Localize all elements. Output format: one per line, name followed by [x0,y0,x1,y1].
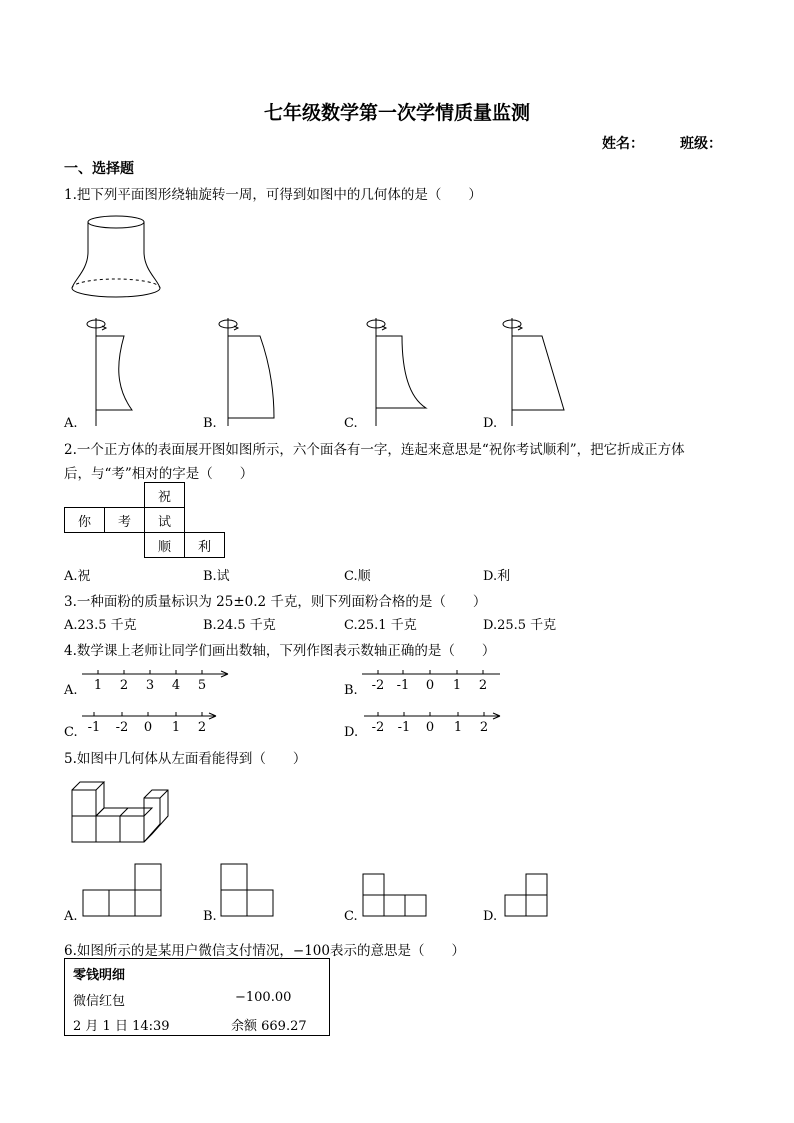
q5-option-d-view [504,872,552,918]
wechat-balance: 余额 669.27 [231,1019,307,1034]
wechat-payment-box [64,958,330,1036]
net-cell-zhu: 祝 [145,483,185,508]
class-label: 班级： [680,136,722,152]
q5-option-c: C. [344,909,358,924]
net-cell-kao: 考 [105,508,145,533]
q1-option-b-shape [214,314,284,426]
q5-option-b-view [220,862,276,918]
q2-option-a: A.祝 [64,569,91,584]
q1-option-c: C. [344,416,358,431]
q2-option-b: B.试 [203,569,230,584]
q5-option-b: B. [203,909,217,924]
q4-b-tick-3: 0 [425,678,435,693]
q4-axis-d [362,706,512,736]
wechat-item-amount: −100.00 [235,990,292,1005]
net-cell-shi: 试 [145,508,185,533]
q5-option-a: A. [64,909,78,924]
q4-d-tick-2: -1 [397,720,411,735]
q1-solid-figure [66,210,166,302]
q4-c-tick-2: -2 [115,720,129,735]
page-title: 七年级数学第一次学情质量监测 [263,102,530,124]
q4-a-tick-4: 4 [171,678,181,693]
q1-option-d: D. [483,416,498,431]
name-label: 姓名： [602,136,644,152]
q3-option-a: A.23.5 千克 [64,618,137,633]
q4-d-tick-5: 2 [479,720,489,735]
q4-b-tick-4: 1 [452,678,462,693]
q4-b-tick-5: 2 [478,678,488,693]
q1-option-a-shape [82,314,142,426]
net-cell-li: 利 [185,533,225,558]
section-heading: 一、选择题 [64,161,134,177]
q4-option-d: D. [344,725,359,740]
q4-axis-b [360,664,510,694]
q4-c-tick-5: 2 [197,720,207,735]
question-2-stem-line1: 2.一个正方体的表面展开图如图所示，六个面各有一字，连起来意思是“祝你考试顺利”，把它折成正方体 [64,442,685,458]
q4-c-tick-1: -1 [87,720,101,735]
q4-c-tick-3: 0 [143,720,153,735]
question-3-stem: 3.一种面粉的质量标识为 25±0.2 千克，则下列面粉合格的是（ ） [64,594,487,610]
q4-b-tick-2: -1 [396,678,410,693]
cube-net [64,482,225,558]
q3-option-c: C.25.1 千克 [344,618,417,633]
q1-option-d-shape [500,314,570,426]
question-5-stem: 5.如图中几何体从左面看能得到（ ） [64,751,307,767]
q1-option-c-shape [364,314,434,426]
question-6-stem: 6.如图所示的是某用户微信支付情况，−100表示的意思是（ ） [64,943,465,959]
q4-option-a: A. [64,683,78,698]
q4-axis-c [80,706,230,736]
q5-option-a-view [82,862,164,918]
q4-a-tick-1: 1 [93,678,103,693]
q1-option-a: A. [64,416,78,431]
q4-a-tick-2: 2 [119,678,129,693]
question-4-stem: 4.数学课上老师让同学们画出数轴，下列作图表示数轴正确的是（ ） [64,643,496,659]
question-1-stem: 1.把下列平面图形绕轴旋转一周，可得到如图中的几何体的是（ ） [64,187,482,203]
q2-option-c: C.顺 [344,569,371,584]
question-2-stem-line2: 后，与“考”相对的字是（ ） [64,466,254,482]
net-cell-ni: 你 [65,508,105,533]
wechat-box-heading: 零钱明细 [73,968,126,983]
q4-axis-a [80,664,240,694]
q4-a-tick-5: 5 [197,678,207,693]
q4-d-tick-4: 1 [453,720,463,735]
q5-option-c-view [362,872,432,918]
net-cell-shun: 顺 [145,533,185,558]
q4-d-tick-1: -2 [371,720,385,735]
q2-option-d: D.利 [483,569,511,584]
wechat-date: 2 月 1 日 14:39 [73,1019,170,1034]
wechat-item-label: 微信红包 [73,994,126,1009]
q5-stacked-cubes [72,776,172,846]
q4-option-b: B. [344,683,358,698]
q3-option-d: D.25.5 千克 [483,618,557,633]
q1-option-b: B. [203,416,217,431]
q4-b-tick-1: -2 [371,678,385,693]
q3-option-b: B.24.5 千克 [203,618,276,633]
q4-d-tick-3: 0 [425,720,435,735]
q5-option-d: D. [483,909,498,924]
q4-c-tick-4: 1 [171,720,181,735]
q4-option-c: C. [64,725,78,740]
q4-a-tick-3: 3 [145,678,155,693]
